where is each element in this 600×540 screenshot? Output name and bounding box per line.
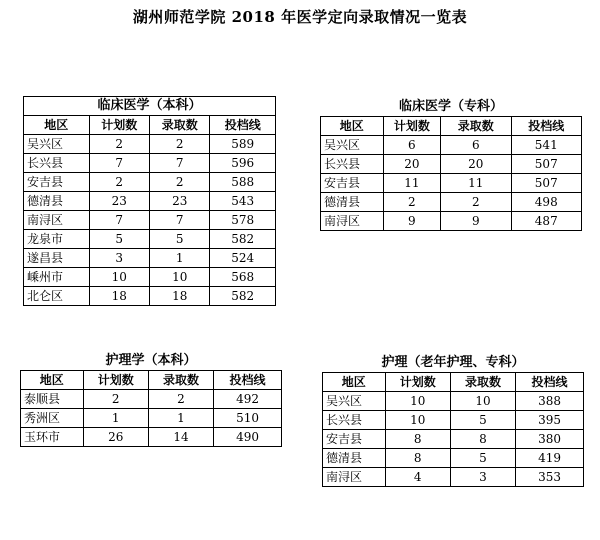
- table-row: [323, 468, 584, 487]
- admitted-count-cell: 8: [450, 430, 515, 449]
- table-row: [321, 212, 582, 231]
- plan-count-cell: 2: [89, 173, 149, 192]
- table-row: [21, 390, 282, 409]
- cutoff-score-cell: 487: [511, 212, 582, 231]
- table-row: [21, 409, 282, 428]
- region-cell: 吴兴区: [323, 392, 386, 411]
- plan-count-cell: 5: [89, 230, 149, 249]
- column-header: 计划数: [383, 117, 440, 136]
- cutoff-score-cell: 578: [210, 211, 276, 230]
- plan-count-cell: 7: [89, 211, 149, 230]
- table-row: [24, 135, 276, 154]
- plan-count-cell: 10: [89, 268, 149, 287]
- header-row: [323, 373, 584, 392]
- table-row: [24, 211, 276, 230]
- table-caption: 护理（老年护理、专科）: [381, 355, 525, 370]
- table-row: [323, 449, 584, 468]
- plan-count-cell: 2: [89, 135, 149, 154]
- cutoff-score-cell: 507: [511, 155, 582, 174]
- admitted-count-cell: 2: [149, 135, 209, 154]
- plan-count-cell: 6: [383, 136, 440, 155]
- column-header: 地区: [21, 371, 84, 390]
- column-header: 录取数: [450, 373, 515, 392]
- cutoff-score-cell: 507: [511, 174, 582, 193]
- table-row: [24, 268, 276, 287]
- cutoff-score-cell: 582: [210, 230, 276, 249]
- region-cell: 德清县: [24, 192, 90, 211]
- cutoff-score-cell: 524: [210, 249, 276, 268]
- cutoff-score-cell: 596: [210, 154, 276, 173]
- admitted-count-cell: 5: [450, 449, 515, 468]
- admitted-count-cell: 7: [149, 154, 209, 173]
- table-row: [321, 155, 582, 174]
- table-nursing-undergrad: [20, 352, 282, 447]
- region-cell: 安吉县: [323, 430, 386, 449]
- plan-count-cell: 10: [385, 411, 450, 430]
- column-header: 计划数: [89, 116, 149, 135]
- header-row: [21, 371, 282, 390]
- region-cell: 德清县: [321, 193, 384, 212]
- region-cell: 吴兴区: [321, 136, 384, 155]
- table-row: [321, 136, 582, 155]
- plan-count-cell: 23: [89, 192, 149, 211]
- plan-count-cell: 8: [385, 430, 450, 449]
- page-title: 湖州师范学院 2018 年医学定向录取情况一览表: [132, 8, 468, 26]
- table-row: [24, 230, 276, 249]
- admitted-count-cell: 10: [450, 392, 515, 411]
- admitted-count-cell: 20: [441, 155, 511, 174]
- data-table: [320, 116, 582, 231]
- admitted-count-cell: 9: [441, 212, 511, 231]
- table-row: [323, 392, 584, 411]
- column-header: 录取数: [149, 116, 209, 135]
- column-header: 地区: [321, 117, 384, 136]
- region-cell: 泰顺县: [21, 390, 84, 409]
- region-cell: 安吉县: [321, 174, 384, 193]
- admitted-count-cell: 7: [149, 211, 209, 230]
- cutoff-score-cell: 490: [214, 428, 282, 447]
- cutoff-score-cell: 395: [516, 411, 584, 430]
- region-cell: 吴兴区: [24, 135, 90, 154]
- region-cell: 南浔区: [323, 468, 386, 487]
- table-row: [321, 193, 582, 212]
- region-cell: 龙泉市: [24, 230, 90, 249]
- table-row: [24, 249, 276, 268]
- admitted-count-cell: 5: [450, 411, 515, 430]
- data-table: [20, 370, 282, 447]
- plan-count-cell: 18: [89, 287, 149, 306]
- plan-count-cell: 2: [83, 390, 148, 409]
- cutoff-score-cell: 492: [214, 390, 282, 409]
- table-caption: 临床医学（专科）: [398, 99, 503, 114]
- data-table: [322, 372, 584, 487]
- plan-count-cell: 10: [385, 392, 450, 411]
- table-row: [321, 174, 582, 193]
- cutoff-score-cell: 498: [511, 193, 582, 212]
- cutoff-score-cell: 388: [516, 392, 584, 411]
- table-clinical-undergrad: [23, 96, 276, 306]
- header-row: [321, 117, 582, 136]
- region-cell: 北仑区: [24, 287, 90, 306]
- plan-count-cell: 26: [83, 428, 148, 447]
- column-header: 录取数: [148, 371, 213, 390]
- admitted-count-cell: 5: [149, 230, 209, 249]
- table-row: [24, 287, 276, 306]
- plan-count-cell: 20: [383, 155, 440, 174]
- column-header: 投档线: [210, 116, 276, 135]
- admitted-count-cell: 1: [148, 409, 213, 428]
- header-row: [24, 116, 276, 135]
- region-cell: 安吉县: [24, 173, 90, 192]
- region-cell: 长兴县: [323, 411, 386, 430]
- plan-count-cell: 8: [385, 449, 450, 468]
- plan-count-cell: 11: [383, 174, 440, 193]
- region-cell: 长兴县: [24, 154, 90, 173]
- column-header: 投档线: [214, 371, 282, 390]
- table-clinical-junior-college: [320, 98, 582, 231]
- cutoff-score-cell: 588: [210, 173, 276, 192]
- table-row: [323, 430, 584, 449]
- table-row: [24, 154, 276, 173]
- region-cell: 长兴县: [321, 155, 384, 174]
- cutoff-score-cell: 510: [214, 409, 282, 428]
- column-header: 录取数: [441, 117, 511, 136]
- column-header: 投档线: [511, 117, 582, 136]
- admitted-count-cell: 11: [441, 174, 511, 193]
- table-row: [323, 411, 584, 430]
- data-table: [23, 115, 276, 306]
- column-header: 投档线: [516, 373, 584, 392]
- cutoff-score-cell: 543: [210, 192, 276, 211]
- admitted-count-cell: 2: [149, 173, 209, 192]
- table-geriatric-nursing: [322, 354, 584, 487]
- table-row: [24, 192, 276, 211]
- admitted-count-cell: 1: [149, 249, 209, 268]
- column-header: 计划数: [83, 371, 148, 390]
- region-cell: 遂昌县: [24, 249, 90, 268]
- cutoff-score-cell: 541: [511, 136, 582, 155]
- region-cell: 秀洲区: [21, 409, 84, 428]
- cutoff-score-cell: 589: [210, 135, 276, 154]
- plan-count-cell: 2: [383, 193, 440, 212]
- plan-count-cell: 9: [383, 212, 440, 231]
- region-cell: 南浔区: [321, 212, 384, 231]
- table-caption: 护理学（本科）: [105, 353, 197, 368]
- region-cell: 南浔区: [24, 211, 90, 230]
- admitted-count-cell: 3: [450, 468, 515, 487]
- column-header: 地区: [323, 373, 386, 392]
- cutoff-score-cell: 582: [210, 287, 276, 306]
- admitted-count-cell: 14: [148, 428, 213, 447]
- table-row: [24, 173, 276, 192]
- cutoff-score-cell: 568: [210, 268, 276, 287]
- admitted-count-cell: 10: [149, 268, 209, 287]
- admitted-count-cell: 6: [441, 136, 511, 155]
- table-row: [21, 428, 282, 447]
- region-cell: 德清县: [323, 449, 386, 468]
- column-header: 地区: [24, 116, 90, 135]
- plan-count-cell: 4: [385, 468, 450, 487]
- region-cell: 嵊州市: [24, 268, 90, 287]
- plan-count-cell: 7: [89, 154, 149, 173]
- region-cell: 玉环市: [21, 428, 84, 447]
- admitted-count-cell: 23: [149, 192, 209, 211]
- cutoff-score-cell: 380: [516, 430, 584, 449]
- cutoff-score-cell: 419: [516, 449, 584, 468]
- column-header: 计划数: [385, 373, 450, 392]
- admitted-count-cell: 18: [149, 287, 209, 306]
- admitted-count-cell: 2: [441, 193, 511, 212]
- plan-count-cell: 1: [83, 409, 148, 428]
- table-caption: 临床医学（本科）: [23, 96, 276, 115]
- plan-count-cell: 3: [89, 249, 149, 268]
- cutoff-score-cell: 353: [516, 468, 584, 487]
- admitted-count-cell: 2: [148, 390, 213, 409]
